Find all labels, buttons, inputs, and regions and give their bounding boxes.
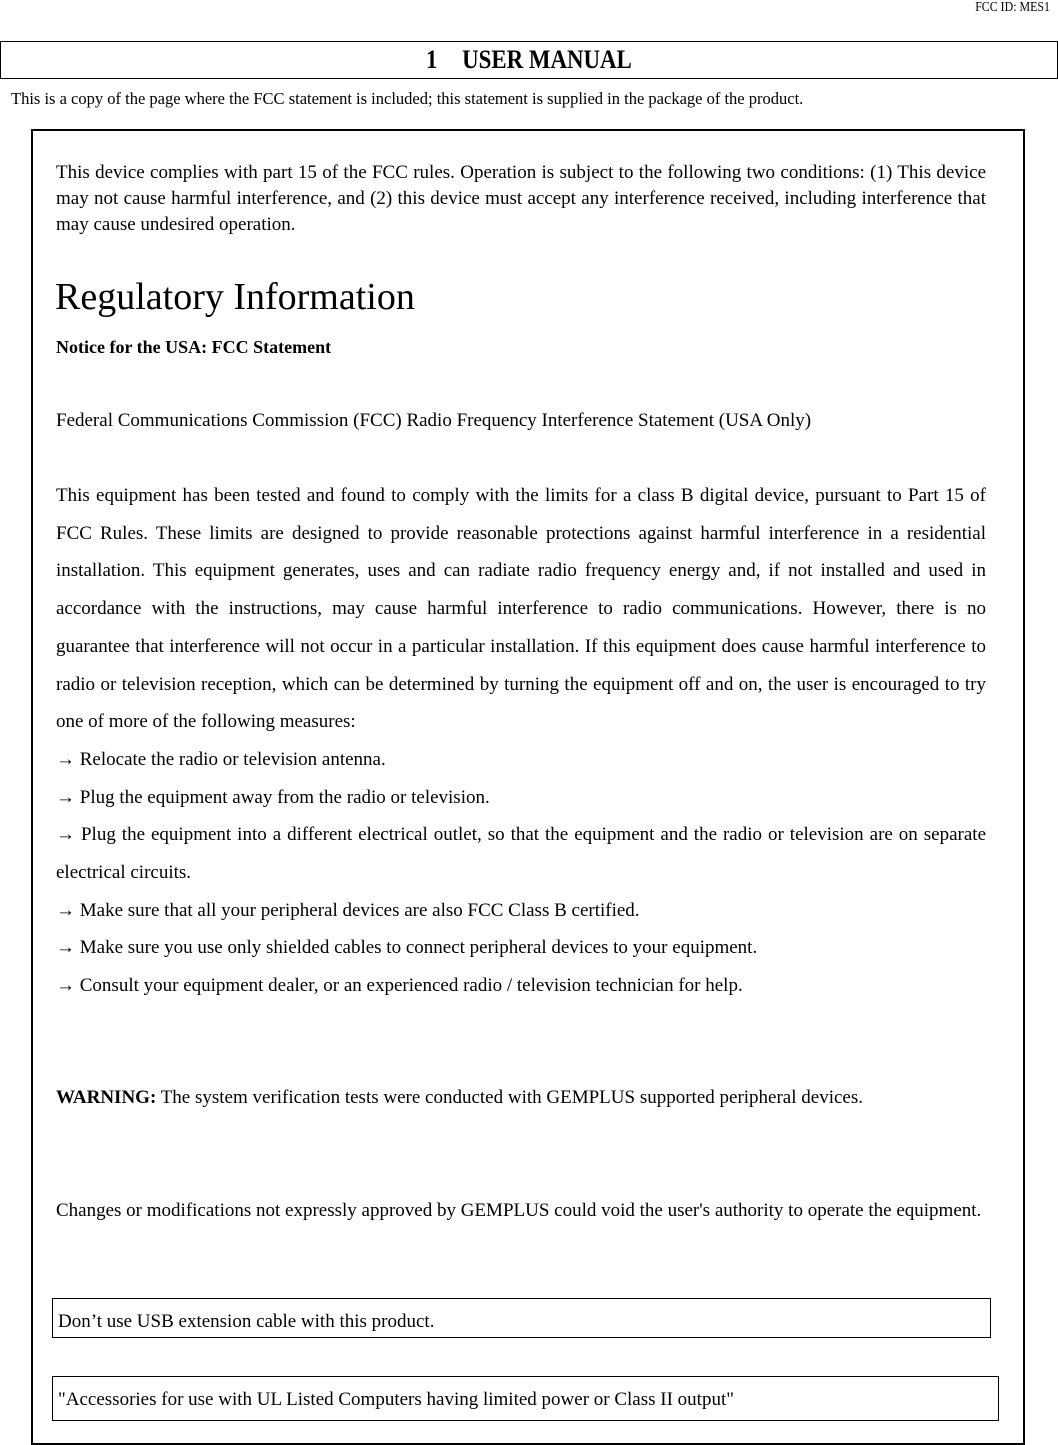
title-box xyxy=(0,41,1058,79)
measure-item xyxy=(56,741,986,779)
measure-item xyxy=(56,816,986,891)
arrow-icon: → xyxy=(56,899,75,921)
changes-text: Changes or modifications not expressly approved by GEMPLUS could void the user's authority to operate the equipment. xyxy=(56,1200,982,1221)
body-paragraph: This equipment has been tested and found to comply with the limits for a class B digital device, pursuant to Part 15 of FCC Rules. These limits are designed to provide reasonable protections against harmful interference in a residential installation. This equipment generates, uses and can radiate radio frequency energy and, if not installed and used in accordance with the instructions, may cause harmful interference to radio communications. However, there is no guarantee that interference will not occur in a particular installation. If this equipment does cause harmful interference to radio or television reception, which can be determined by turning the equipment off and on, the user is encouraged to try one of more of the following measures: xyxy=(56,485,986,733)
regulatory-heading: Regulatory Information xyxy=(55,276,415,318)
measure-item xyxy=(56,892,986,930)
measure-text: Relocate the radio or television antenna. xyxy=(79,748,386,770)
measure-text: Plug the equipment away from the radio or television. xyxy=(79,786,490,808)
warning-label: WARNING: xyxy=(56,1087,157,1108)
title-text: USER MANUAL xyxy=(462,45,632,74)
measure-text: Make sure that all your peripheral devices are also FCC Class B certified. xyxy=(79,899,640,921)
section-number: 1 xyxy=(426,45,438,74)
page-title xyxy=(426,42,632,78)
arrow-icon: → xyxy=(56,748,75,770)
measure-text: Plug the equipment into a different electrical outlet, so that the equipment and the radio or television are on separate electrical circuits. xyxy=(56,824,987,884)
accessories-notice-box: "Accessories for use with UL Listed Computers having limited power or Class II output" xyxy=(52,1376,999,1421)
measure-text: Make sure you use only shielded cables to connect peripheral devices to your equipment. xyxy=(79,937,758,959)
measure-item xyxy=(56,929,986,967)
measure-item xyxy=(56,779,986,817)
arrow-icon: → xyxy=(56,824,75,846)
fcc-id: FCC ID: MES1 xyxy=(975,0,1050,15)
federal-statement-title: Federal Communications Commission (FCC) Radio Frequency Interference Statement (USA Only) xyxy=(56,410,812,431)
arrow-icon: → xyxy=(56,786,75,808)
measures-list xyxy=(56,741,986,1005)
measure-item xyxy=(56,967,986,1005)
usb-notice-box: Don’t use USB extension cable with this product. xyxy=(52,1298,991,1338)
statement-body xyxy=(56,477,986,1005)
warning xyxy=(56,1079,986,1117)
subtitle: This is a copy of the page where the FCC statement is included; this statement is supplied in the package of the product. xyxy=(11,89,804,108)
measure-text: Consult your equipment dealer, or an experienced radio / television technician for help. xyxy=(79,975,743,997)
changes-notice xyxy=(56,1192,986,1230)
arrow-icon: → xyxy=(56,937,75,959)
notice-heading: Notice for the USA: FCC Statement xyxy=(56,337,332,357)
arrow-icon: → xyxy=(56,975,75,997)
warning-text: The system verification tests were conducted with GEMPLUS supported peripheral devices. xyxy=(160,1087,863,1108)
compliance-intro: This device complies with part 15 of the FCC rules. Operation is subject to the following two conditions: (1) This device may not cause harmful interference, and (2) this device must accept any interference received, including interference that may cause undesired operation. xyxy=(56,162,986,235)
